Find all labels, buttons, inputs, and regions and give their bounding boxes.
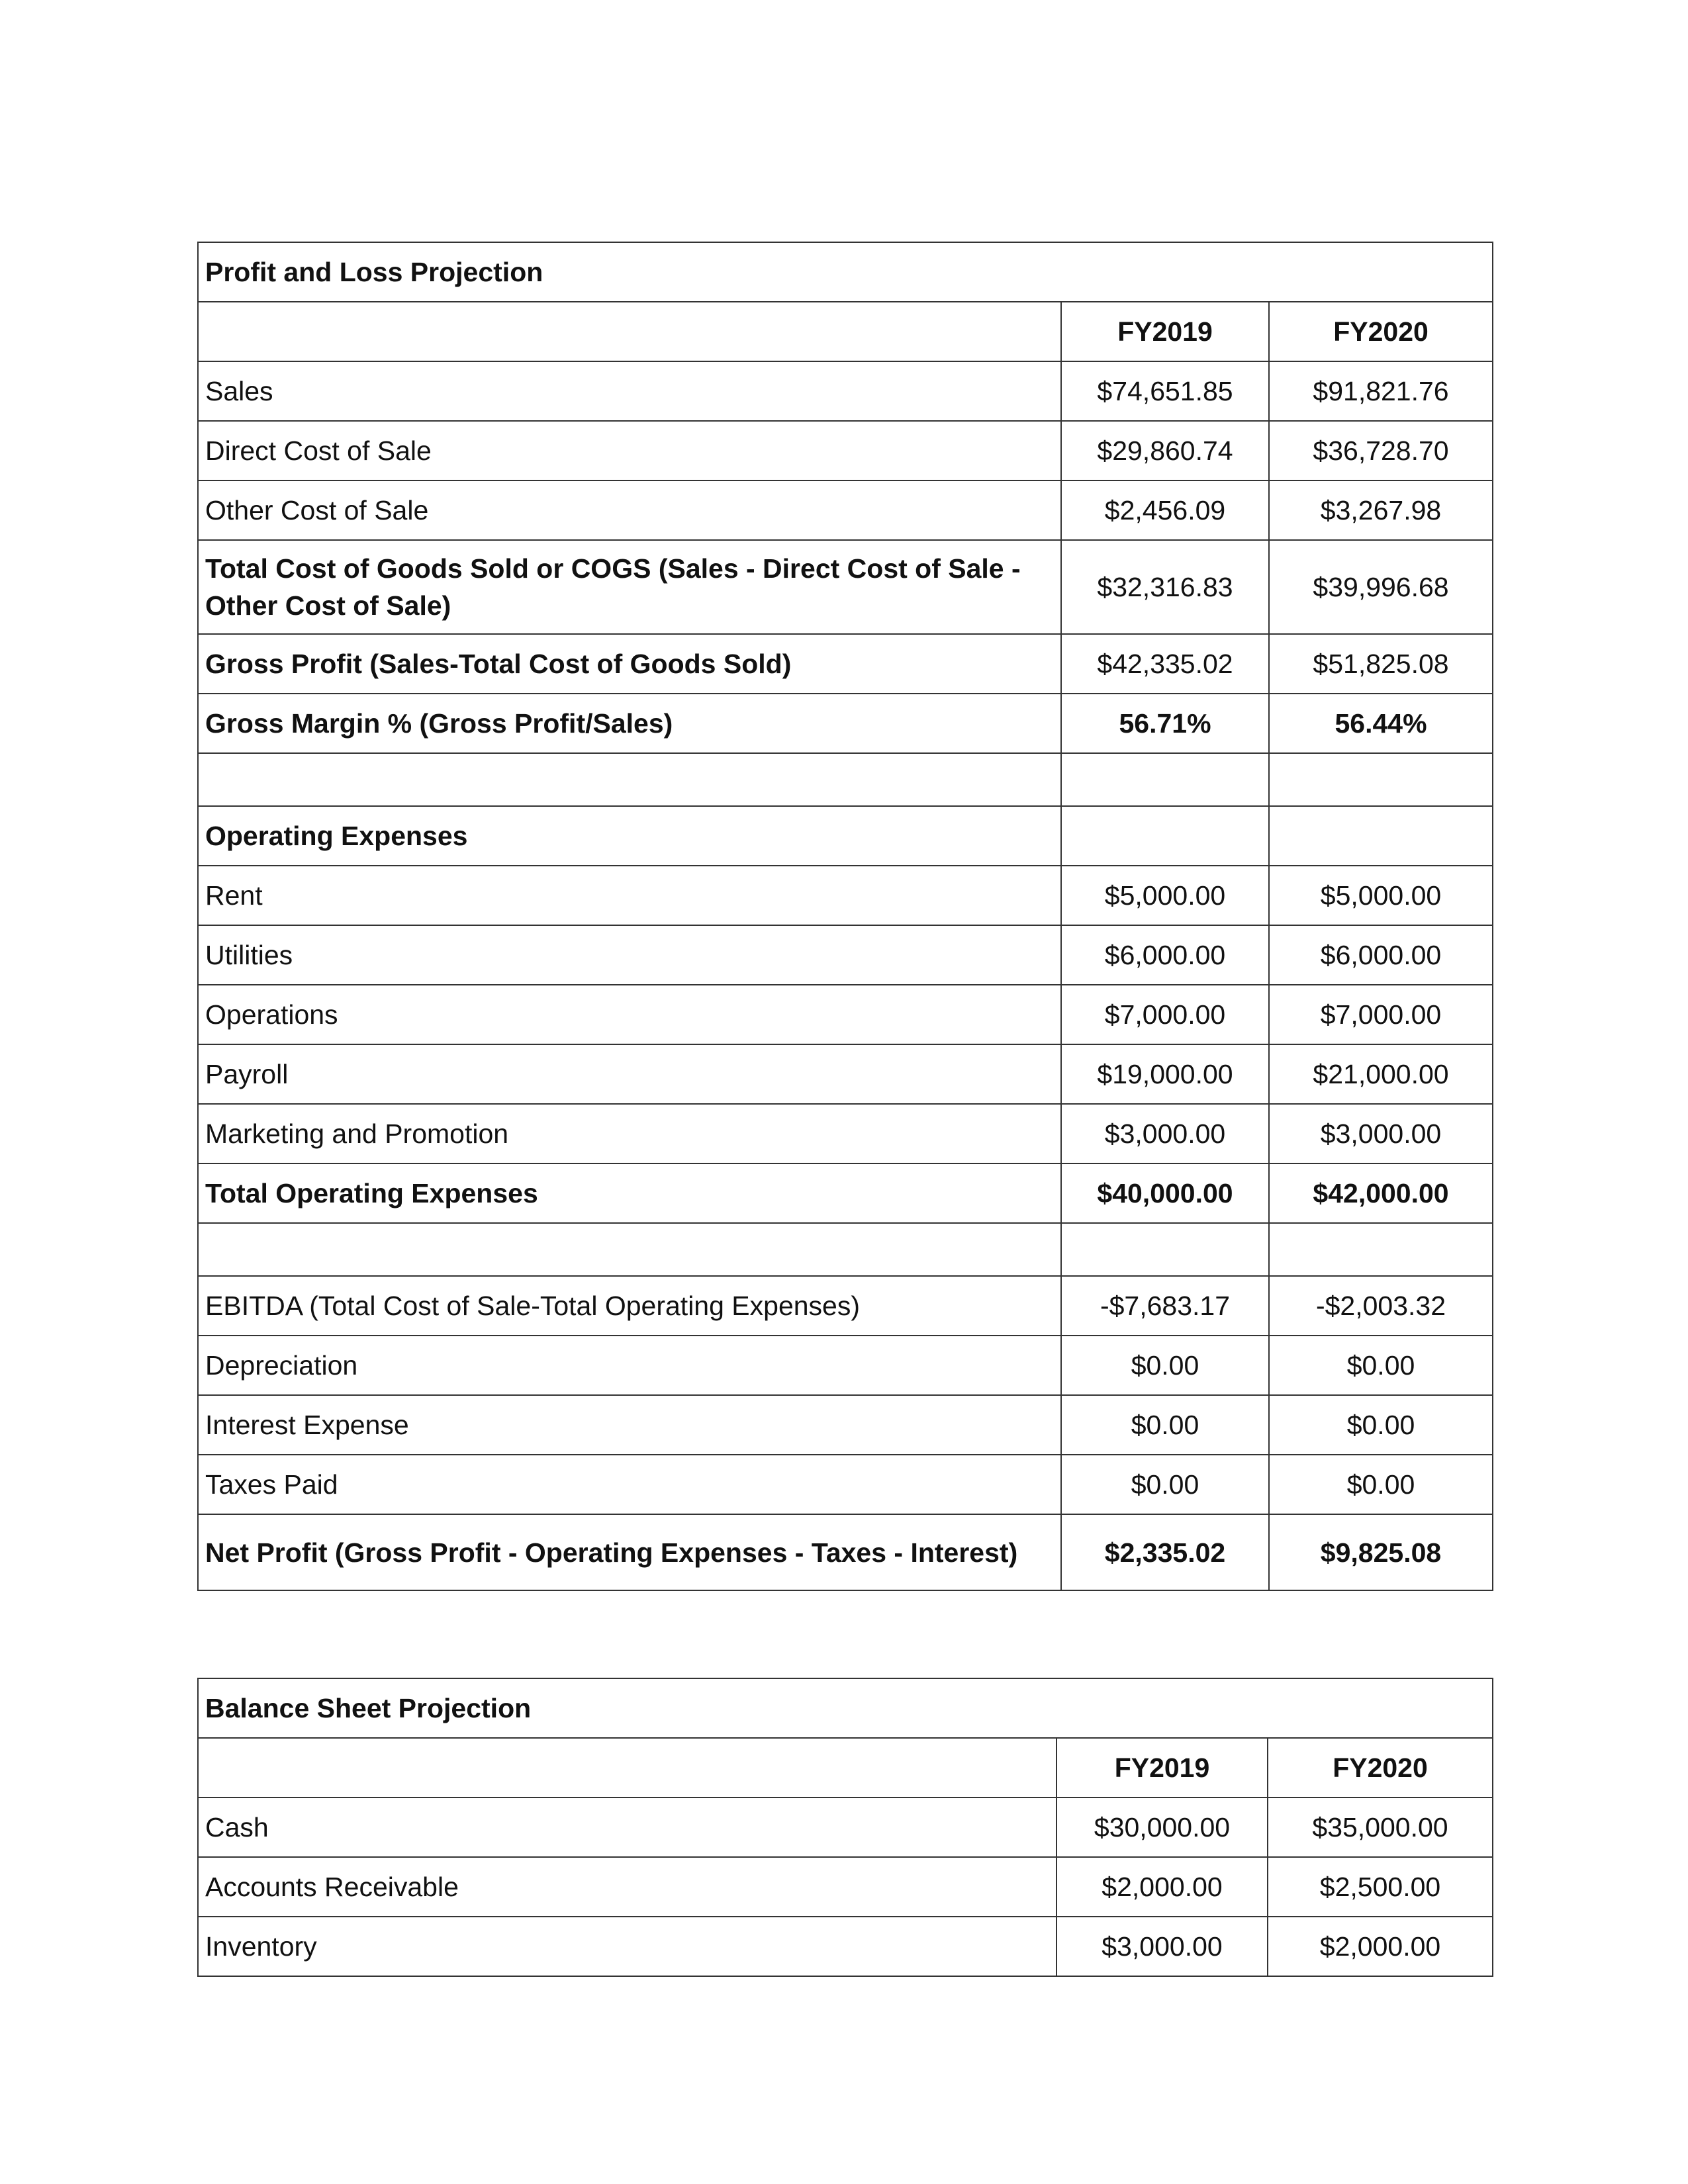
value-fy2019: $29,860.74	[1061, 421, 1269, 480]
table-title-row	[198, 1678, 1493, 1738]
value-fy2019: $19,000.00	[1061, 1044, 1269, 1104]
net-profit-row	[198, 1514, 1493, 1590]
value-fy2019: $5,000.00	[1061, 866, 1269, 925]
value-fy2020: $39,996.68	[1269, 540, 1493, 634]
value-fy2020: $42,000.00	[1269, 1163, 1493, 1223]
header-fy2019: FY2019	[1061, 302, 1269, 361]
table-row	[198, 1917, 1493, 1976]
row-label: Marketing and Promotion	[198, 1104, 1061, 1163]
table-row	[198, 1395, 1493, 1455]
row-label: EBITDA (Total Cost of Sale-Total Operating Expenses)	[198, 1276, 1061, 1336]
table-row	[198, 634, 1493, 694]
header-fy2020: FY2020	[1268, 1738, 1493, 1797]
value-fy2020: $0.00	[1269, 1336, 1493, 1395]
row-label: Interest Expense	[198, 1395, 1061, 1455]
value-fy2020: $91,821.76	[1269, 361, 1493, 421]
table-row	[198, 1336, 1493, 1395]
table-row	[198, 925, 1493, 985]
table-row	[198, 540, 1493, 634]
table-row	[198, 866, 1493, 925]
table-row	[198, 1857, 1493, 1917]
row-label: Sales	[198, 361, 1061, 421]
value-fy2019: -$7,683.17	[1061, 1276, 1269, 1336]
value-fy2020: $3,267.98	[1269, 480, 1493, 540]
value-fy2019: $0.00	[1061, 1395, 1269, 1455]
value-fy2020: 56.44%	[1269, 694, 1493, 753]
row-label: Accounts Receivable	[198, 1857, 1056, 1917]
value-fy2019: $7,000.00	[1061, 985, 1269, 1044]
section-title: Operating Expenses	[198, 806, 1061, 866]
empty-row	[198, 753, 1493, 806]
header-row	[198, 302, 1493, 361]
value-fy2020: $0.00	[1269, 1455, 1493, 1514]
table-row	[198, 361, 1493, 421]
value-fy2020: $3,000.00	[1269, 1104, 1493, 1163]
table-row	[198, 480, 1493, 540]
value-fy2019: $0.00	[1061, 1455, 1269, 1514]
value-fy2020: $36,728.70	[1269, 421, 1493, 480]
row-label: Direct Cost of Sale	[198, 421, 1061, 480]
row-label: Total Cost of Goods Sold or COGS (Sales - Direct Cost of Sale - Other Cost of Sale)	[198, 540, 1061, 634]
row-label: Rent	[198, 866, 1061, 925]
row-label: Other Cost of Sale	[198, 480, 1061, 540]
value-fy2020: $0.00	[1269, 1395, 1493, 1455]
section-header-row	[198, 806, 1493, 866]
row-label: Utilities	[198, 925, 1061, 985]
balance-sheet-table	[197, 1678, 1493, 1977]
table-row	[198, 1797, 1493, 1857]
value-fy2020: $21,000.00	[1269, 1044, 1493, 1104]
value-fy2019: $30,000.00	[1056, 1797, 1268, 1857]
empty-row	[198, 1223, 1493, 1276]
table-title: Profit and Loss Projection	[198, 242, 1493, 302]
value-fy2019: $32,316.83	[1061, 540, 1269, 634]
row-label: Taxes Paid	[198, 1455, 1061, 1514]
table-row	[198, 1044, 1493, 1104]
header-row	[198, 1738, 1493, 1797]
value-fy2019: $74,651.85	[1061, 361, 1269, 421]
row-label: Gross Margin % (Gross Profit/Sales)	[198, 694, 1061, 753]
table-row	[198, 694, 1493, 753]
value-fy2020: $6,000.00	[1269, 925, 1493, 985]
row-label: Gross Profit (Sales-Total Cost of Goods Sold)	[198, 634, 1061, 694]
row-label: Inventory	[198, 1917, 1056, 1976]
table-title-row	[198, 242, 1493, 302]
value-fy2020: $35,000.00	[1268, 1797, 1493, 1857]
table-row	[198, 1276, 1493, 1336]
header-fy2020: FY2020	[1269, 302, 1493, 361]
row-label: Total Operating Expenses	[198, 1163, 1061, 1223]
value-fy2019: $2,000.00	[1056, 1857, 1268, 1917]
value-fy2020: $2,000.00	[1268, 1917, 1493, 1976]
header-fy2019: FY2019	[1056, 1738, 1268, 1797]
table-title: Balance Sheet Projection	[198, 1678, 1493, 1738]
value-fy2020: $2,500.00	[1268, 1857, 1493, 1917]
profit-loss-table	[197, 242, 1493, 1591]
value-fy2019: $2,335.02	[1061, 1514, 1269, 1590]
value-fy2019: $6,000.00	[1061, 925, 1269, 985]
value-fy2019: 56.71%	[1061, 694, 1269, 753]
table-row	[198, 1104, 1493, 1163]
value-fy2020: $9,825.08	[1269, 1514, 1493, 1590]
value-fy2019: $2,456.09	[1061, 480, 1269, 540]
value-fy2019: $3,000.00	[1056, 1917, 1268, 1976]
row-label: Operations	[198, 985, 1061, 1044]
total-row	[198, 1163, 1493, 1223]
value-fy2020: -$2,003.32	[1269, 1276, 1493, 1336]
value-fy2020: $7,000.00	[1269, 985, 1493, 1044]
row-label: Payroll	[198, 1044, 1061, 1104]
row-label: Cash	[198, 1797, 1056, 1857]
table-row	[198, 1455, 1493, 1514]
table-row	[198, 985, 1493, 1044]
value-fy2020: $51,825.08	[1269, 634, 1493, 694]
value-fy2019: $0.00	[1061, 1336, 1269, 1395]
table-row	[198, 421, 1493, 480]
row-label: Net Profit (Gross Profit - Operating Expenses - Taxes - Interest)	[198, 1514, 1061, 1590]
value-fy2020: $5,000.00	[1269, 866, 1493, 925]
value-fy2019: $40,000.00	[1061, 1163, 1269, 1223]
row-label: Depreciation	[198, 1336, 1061, 1395]
value-fy2019: $42,335.02	[1061, 634, 1269, 694]
value-fy2019: $3,000.00	[1061, 1104, 1269, 1163]
